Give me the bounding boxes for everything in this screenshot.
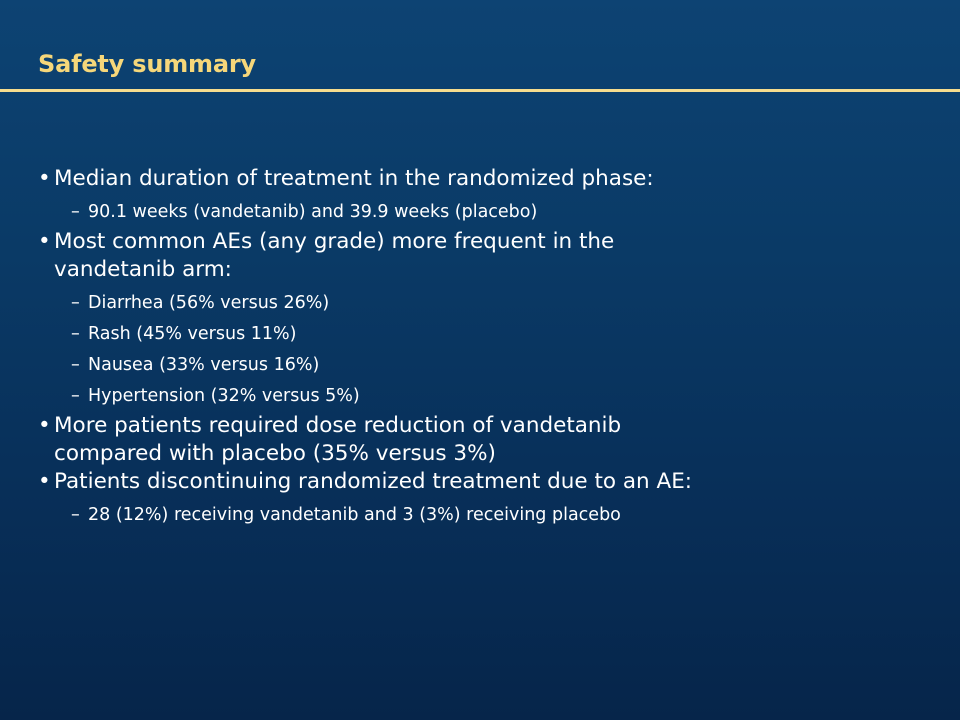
dash-glyph: – <box>71 293 80 313</box>
bullet-line: Most common AEs (any grade) more frequent in the <box>54 229 615 254</box>
sub-list-4 <box>38 500 918 531</box>
sub-item-text: Hypertension (32% versus 5%) <box>88 386 360 406</box>
sub-item <box>38 500 918 531</box>
dash-glyph: – <box>71 386 80 406</box>
sub-item <box>38 288 918 319</box>
sub-list-2 <box>38 288 918 412</box>
bullet-group-1 <box>38 165 918 228</box>
bullet-discontinuation: • Patients discontinuing randomized treatment due to an AE: <box>38 468 918 496</box>
sub-item <box>38 381 918 412</box>
sub-item-text: 90.1 weeks (vandetanib) and 39.9 weeks (placebo) <box>88 202 538 222</box>
bullet-line: vandetanib arm: <box>54 257 232 282</box>
bullet-group-4 <box>38 468 918 531</box>
bullet-line: compared with placebo (35% versus 3%) <box>54 441 496 466</box>
bullet-treatment-duration: • Median duration of treatment in the randomized phase: <box>38 165 918 193</box>
bullet-group-3 <box>38 412 918 468</box>
sub-item <box>38 350 918 381</box>
bullet-group-2 <box>38 228 918 412</box>
slide-content <box>38 165 918 531</box>
bullet-common-aes <box>38 228 918 284</box>
sub-item-text: 28 (12%) receiving vandetanib and 3 (3%) receiving placebo <box>88 505 621 525</box>
sub-item-text: Nausea (33% versus 16%) <box>88 355 320 375</box>
sub-item-text: Rash (45% versus 11%) <box>88 324 297 344</box>
sub-item-text: Diarrhea (56% versus 26%) <box>88 293 330 313</box>
sub-item <box>38 319 918 350</box>
sub-item <box>38 197 918 228</box>
bullet-line: More patients required dose reduction of vandetanib <box>54 413 622 438</box>
bullet-dose-reduction <box>38 412 918 468</box>
slide-title: Safety summary <box>38 50 256 78</box>
dash-glyph: – <box>71 324 80 344</box>
sub-list-1 <box>38 197 918 228</box>
dash-glyph: – <box>71 355 80 375</box>
title-divider <box>0 89 960 92</box>
dash-glyph: – <box>71 505 80 525</box>
dash-glyph: – <box>71 202 80 222</box>
